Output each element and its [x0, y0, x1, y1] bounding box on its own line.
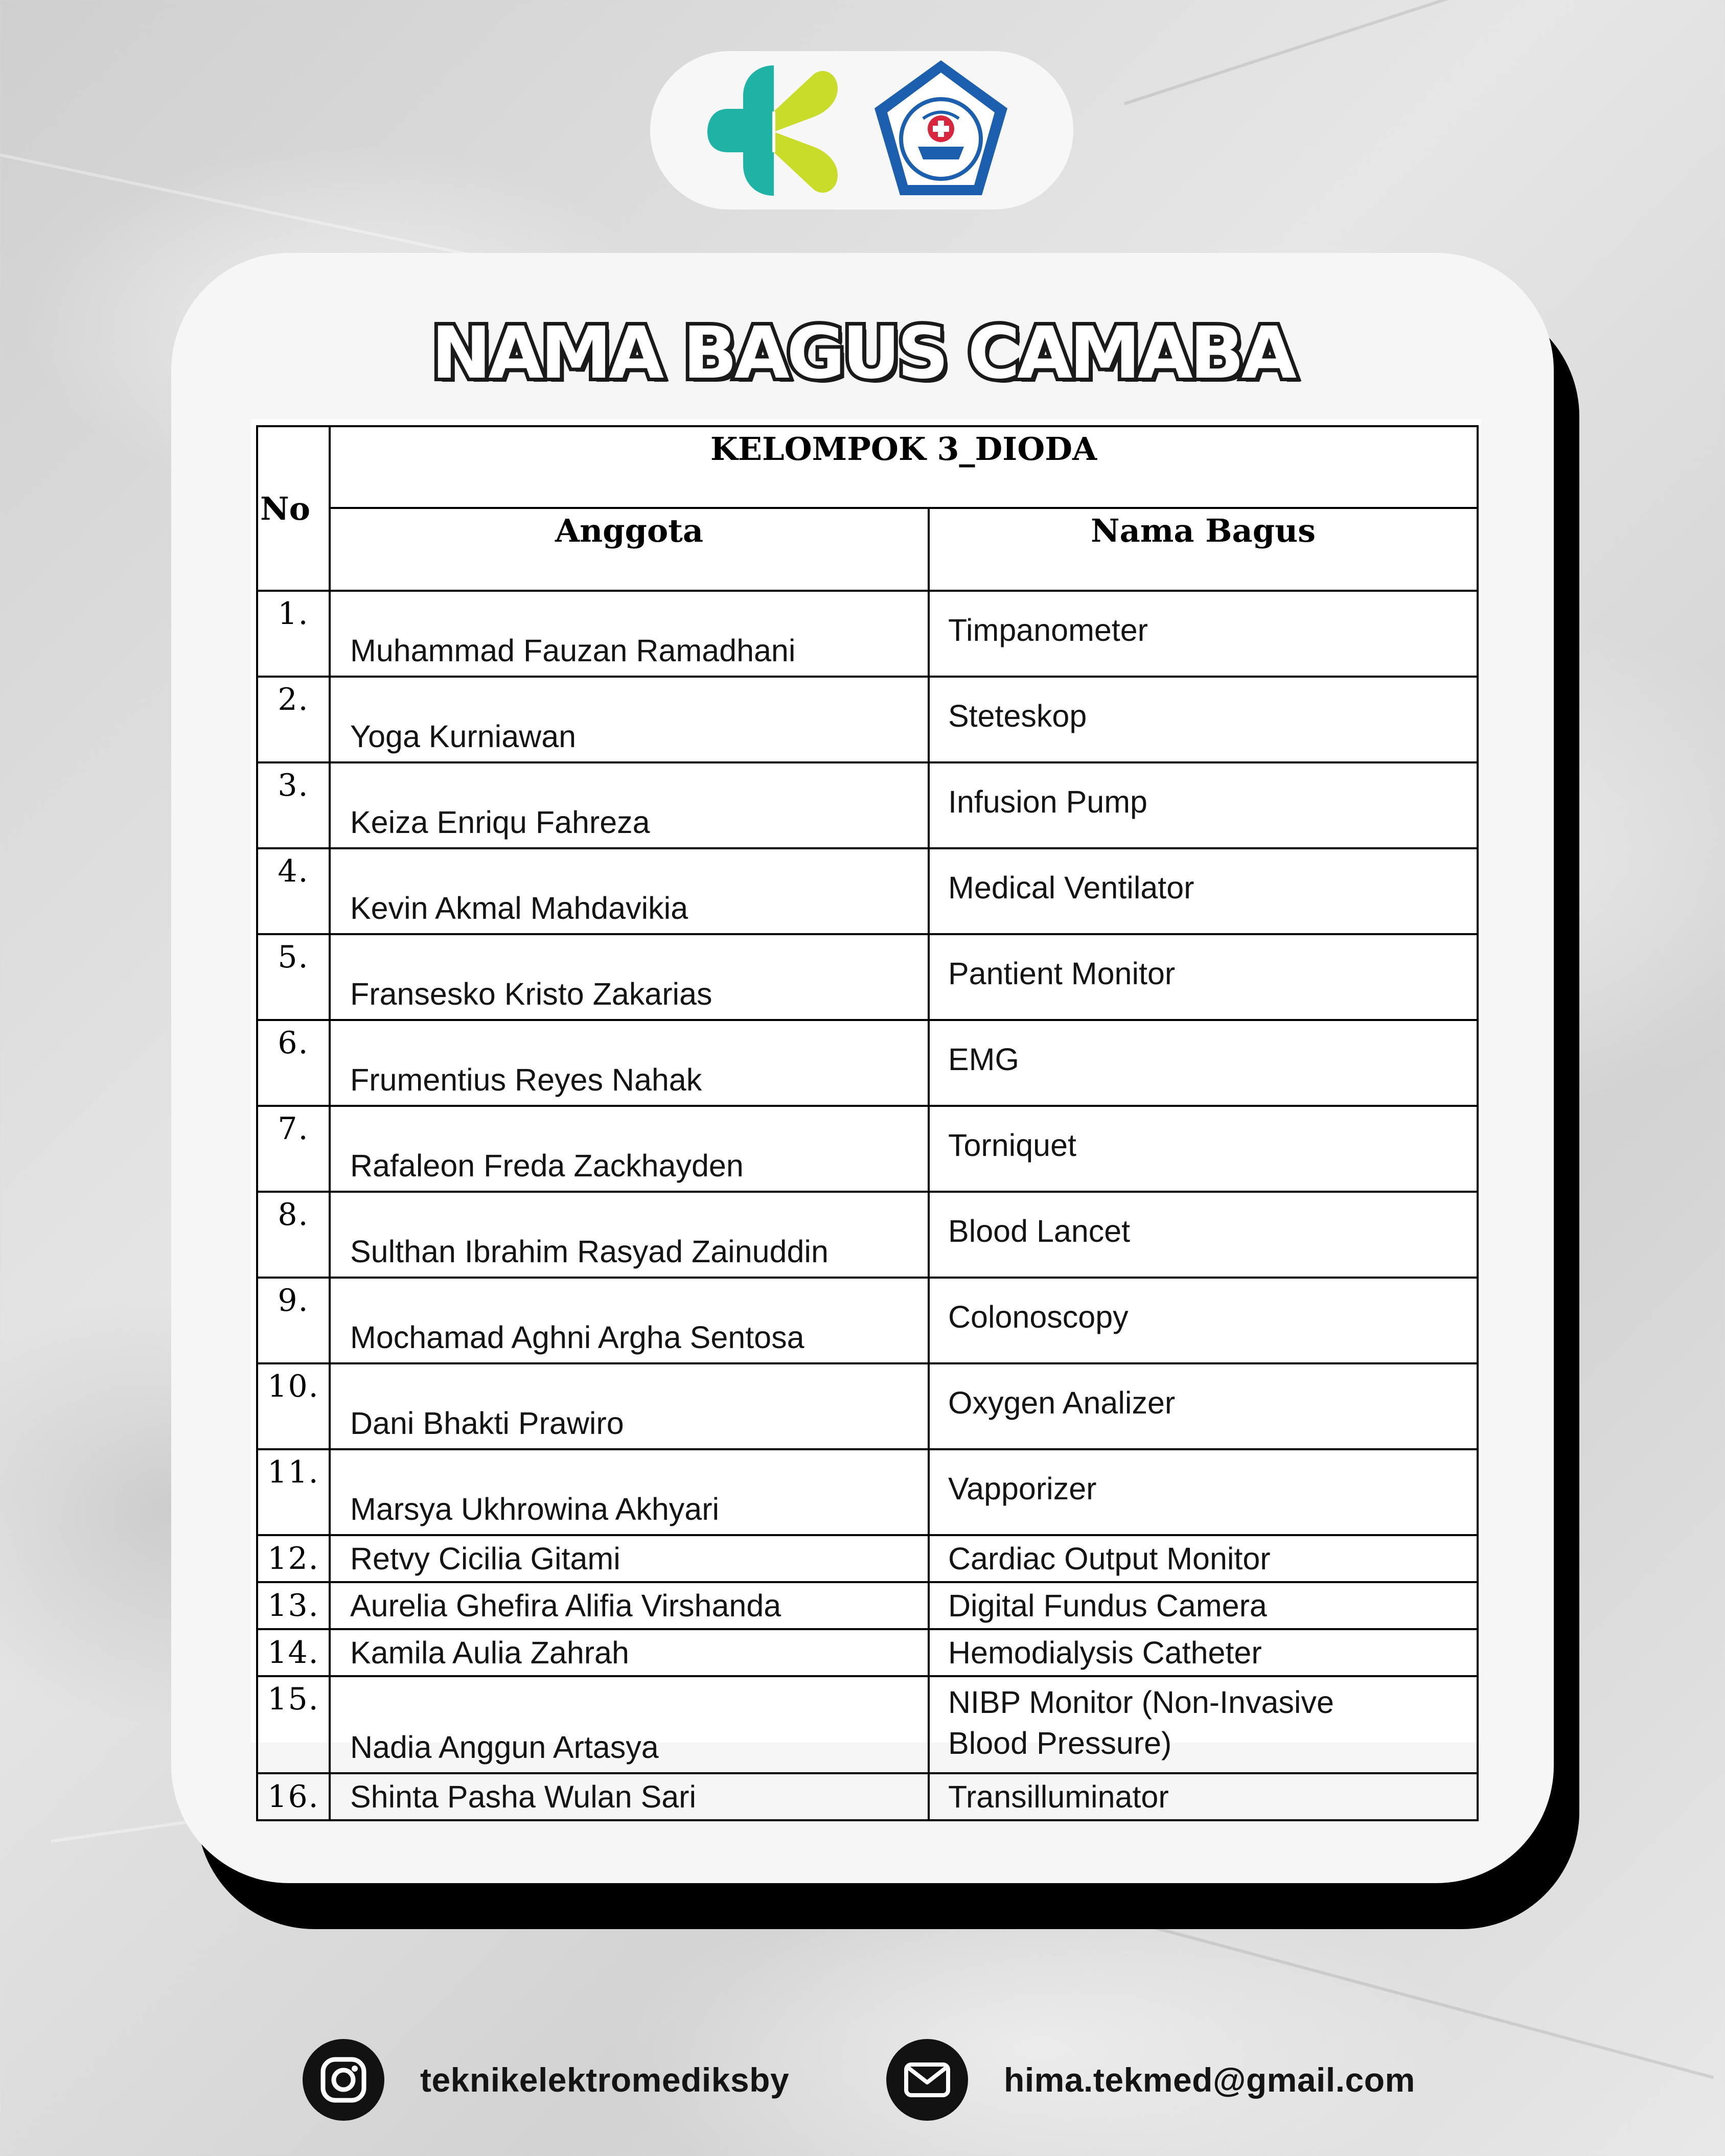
member-name: Kamila Aulia Zahrah: [330, 1629, 929, 1676]
member-nickname: Digital Fundus Camera: [929, 1582, 1478, 1629]
table-row: [257, 934, 1478, 1020]
row-number: 16.: [257, 1773, 330, 1820]
member-nickname: Vapporizer: [929, 1449, 1478, 1535]
row-number: 14.: [257, 1629, 330, 1676]
row-number: 4.: [257, 848, 330, 934]
hima-seal-logo: [867, 57, 1015, 205]
member-name: Rafaleon Freda Zackhayden: [330, 1106, 929, 1192]
member-nickname: Timpanometer: [929, 591, 1478, 677]
row-number: 10.: [257, 1363, 330, 1449]
table-row: [257, 1449, 1478, 1535]
member-name: Marsya Ukhrowina Akhyari: [330, 1449, 929, 1535]
table-row: [257, 1278, 1478, 1363]
table-row: [257, 677, 1478, 762]
member-nickname-line: Blood Pressure): [948, 1726, 1172, 1760]
mail-icon: [886, 2039, 968, 2121]
instagram-icon: [303, 2039, 384, 2121]
member-name: Keiza Enriqu Fahreza: [330, 762, 929, 848]
table-subheader-row: [257, 508, 1478, 591]
table-row: [257, 1582, 1478, 1629]
header-member: Anggota: [330, 508, 929, 591]
member-name: Nadia Anggun Artasya: [330, 1676, 929, 1773]
table-row: [257, 762, 1478, 848]
member-table: [256, 425, 1479, 1821]
member-nickname: Blood Lancet: [929, 1192, 1478, 1278]
page-title: NAMA BAGUS CAMABA: [431, 312, 1294, 395]
member-name: Sulthan Ibrahim Rasyad Zainuddin: [330, 1192, 929, 1278]
member-nickname: Oxygen Analizer: [929, 1363, 1478, 1449]
member-nickname: Medical Ventilator: [929, 848, 1478, 934]
member-nickname: Torniquet: [929, 1106, 1478, 1192]
row-number: 6.: [257, 1020, 330, 1106]
table-row: [257, 1363, 1478, 1449]
table-row: [257, 848, 1478, 934]
member-name: Frumentius Reyes Nahak: [330, 1020, 929, 1106]
member-nickname: EMG: [929, 1020, 1478, 1106]
row-number: 2.: [257, 677, 330, 762]
header-group: KELOMPOK 3_DIODA: [330, 426, 1478, 508]
table-row: [257, 1192, 1478, 1278]
table-row: [257, 1676, 1478, 1773]
row-number: 8.: [257, 1192, 330, 1278]
row-number: 9.: [257, 1278, 330, 1363]
row-number: 3.: [257, 762, 330, 848]
header-no: No: [257, 426, 330, 591]
member-name: Yoga Kurniawan: [330, 677, 929, 762]
member-table-container: [251, 419, 1481, 1815]
email-address: hima.tekmed@gmail.com: [1004, 2061, 1415, 2099]
member-name: Muhammad Fauzan Ramadhani: [330, 591, 929, 677]
instagram-handle: teknikelektromediksby: [420, 2061, 790, 2099]
row-number: 5.: [257, 934, 330, 1020]
member-nickname-line: NIBP Monitor (Non-Invasive: [948, 1685, 1334, 1720]
email-contact[interactable]: [886, 2039, 1415, 2121]
instagram-contact[interactable]: [303, 2039, 789, 2121]
header-nickname: Nama Bagus: [929, 508, 1478, 591]
member-name: Fransesko Kristo Zakarias: [330, 934, 929, 1020]
member-nickname: Transilluminator: [929, 1773, 1478, 1820]
row-number: 7.: [257, 1106, 330, 1192]
member-nickname: [929, 1676, 1478, 1773]
table-header-row: [257, 426, 1478, 508]
row-number: 12.: [257, 1535, 330, 1582]
member-name: Mochamad Aghni Argha Sentosa: [330, 1278, 929, 1363]
kemenkes-logo: [707, 60, 840, 201]
member-name: Aurelia Ghefira Alifia Virshanda: [330, 1582, 929, 1629]
table-row: [257, 1020, 1478, 1106]
table-row: [257, 1535, 1478, 1582]
member-nickname: Steteskop: [929, 677, 1478, 762]
row-number: 11.: [257, 1449, 330, 1535]
table-row: [257, 591, 1478, 677]
table-row: [257, 1106, 1478, 1192]
row-number: 15.: [257, 1676, 330, 1773]
table-row: [257, 1629, 1478, 1676]
member-name: Dani Bhakti Prawiro: [330, 1363, 929, 1449]
member-nickname: Cardiac Output Monitor: [929, 1535, 1478, 1582]
member-name: Kevin Akmal Mahdavikia: [330, 848, 929, 934]
row-number: 13.: [257, 1582, 330, 1629]
member-name: Shinta Pasha Wulan Sari: [330, 1773, 929, 1820]
member-nickname: Hemodialysis Catheter: [929, 1629, 1478, 1676]
member-name: Retvy Cicilia Gitami: [330, 1535, 929, 1582]
member-nickname: Infusion Pump: [929, 762, 1478, 848]
row-number: 1.: [257, 591, 330, 677]
table-row: [257, 1773, 1478, 1820]
member-nickname: Colonoscopy: [929, 1278, 1478, 1363]
member-nickname: Pantient Monitor: [929, 934, 1478, 1020]
